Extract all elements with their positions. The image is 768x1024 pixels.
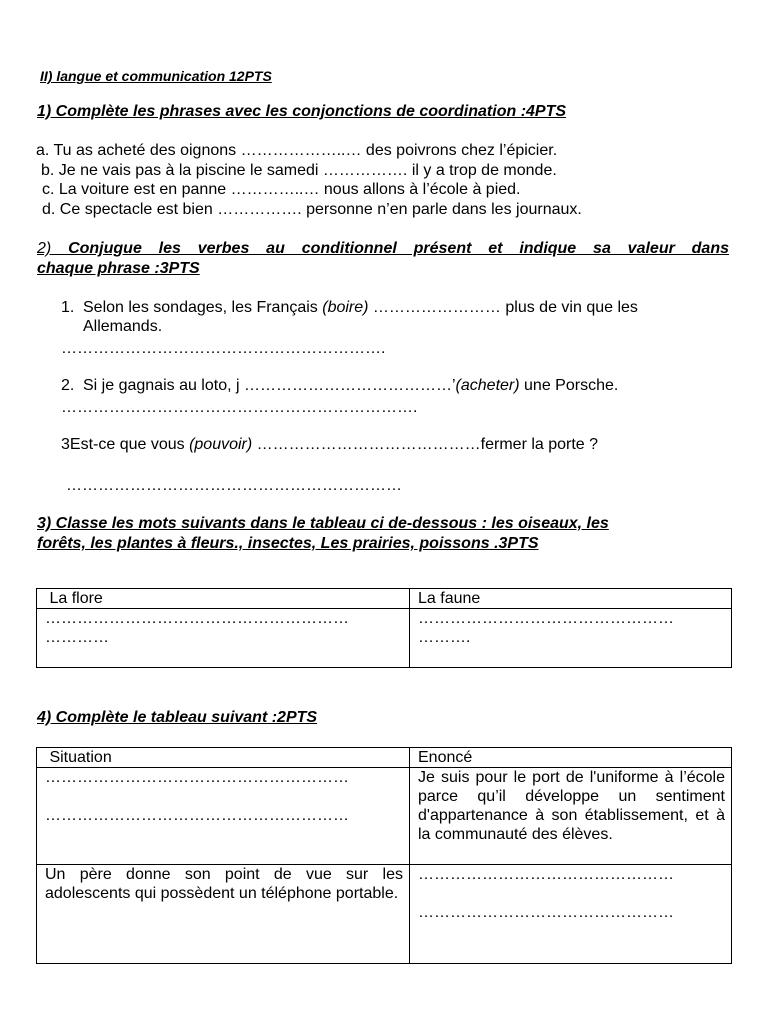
- enonce-answer-line: …………………………………………: [418, 866, 674, 883]
- faune-answer-line: …………………………………………: [418, 610, 674, 627]
- q4-title: 4) Complète le tableau suivant :2PTS: [37, 709, 318, 726]
- table-header-row: [37, 589, 732, 609]
- q2-item1-pre: Selon les sondages, les Français: [83, 299, 323, 316]
- q1-item-b: b. Je ne vais pas à la piscine le samedi ……………. il y a trop de monde.: [41, 162, 557, 179]
- q2-item1-line1: [83, 298, 638, 317]
- table-header-cell: [410, 589, 732, 609]
- q2-item2-verb: (acheter): [455, 377, 520, 394]
- q2-item3-answer: ………………………………………………………: [66, 477, 402, 494]
- q3-title-line1: 3) Classe les mots suivants dans le tableau ci de-dessous : les oiseaux, les: [37, 515, 609, 532]
- flore-header: La flore: [45, 590, 103, 607]
- table-row: [37, 768, 732, 865]
- q2-item2-number: 2.: [61, 377, 75, 394]
- q2-item1-answer: …………………………………………………….: [61, 340, 386, 357]
- faune-answer-line: ……….: [418, 629, 471, 646]
- q2-item3-line1: [61, 435, 598, 454]
- enonce-text-cell: [410, 768, 732, 865]
- q2-item1-post: …………………… plus de vin que les: [368, 299, 638, 316]
- q2-item3-post: ……………………………………fermer la porte ?: [252, 436, 599, 453]
- q2-item2-answer: ………………………………………………………….: [61, 399, 418, 416]
- enonce-text: Je suis pour le port de l'uniforme à l’école parce qu’il développe un sentiment d'appartenance à son établissement, et à la communauté des élèves.: [418, 769, 725, 843]
- q1-item-c: c. La voiture est en panne …………..… nous allons à l’école à pied.: [42, 181, 521, 198]
- flore-faune-table: [36, 588, 732, 668]
- q2-item1-line2: Allemands.: [83, 318, 163, 335]
- q2-item2-pre: Si je gagnais au loto, j …………………………………’: [83, 377, 456, 394]
- situation-answer-line: …………………………………………………: [45, 807, 349, 824]
- table-row: [37, 865, 732, 964]
- q1-item-a: a. Tu as acheté des oignons ………………..… des poivrons chez l’épicier.: [36, 142, 558, 159]
- q1-item-d: d. Ce spectacle est bien ……………. personne n’en parle dans les journaux.: [42, 201, 582, 218]
- situation-answer-line: …………………………………………………: [45, 769, 349, 786]
- table-header-cell: [410, 748, 732, 768]
- q2-item3-verb: (pouvoir): [189, 436, 253, 453]
- faune-header: La faune: [418, 590, 481, 607]
- flore-answer-line: …………………………………………………: [45, 610, 349, 627]
- table-header-cell: [37, 589, 410, 609]
- q2-item3-pre: 3Est-ce que vous: [61, 436, 190, 453]
- situation-text: Un père donne son point de vue sur les adolescents qui possèdent un téléphone portable.: [45, 866, 403, 902]
- situation-answer-cell: [37, 768, 410, 865]
- flore-answer-line: …………: [45, 629, 109, 646]
- section-header: II) langue et communication 12PTS: [40, 68, 272, 84]
- enonce-answer-line: …………………………………………: [418, 904, 674, 921]
- q2-title-line1: [37, 239, 729, 258]
- enonce-answer-cell: [410, 865, 732, 964]
- situation-header: Situation: [45, 749, 112, 766]
- q2-item1-number: 1.: [61, 299, 75, 316]
- enonce-header: Enoncé: [418, 749, 473, 766]
- q2-title-number: 2): [37, 240, 52, 257]
- q3-title-line2: forêts, les plantes à fleurs., insectes, Les prairies, poissons .3PTS: [37, 535, 539, 552]
- q2-item1-verb: (boire): [322, 299, 369, 316]
- q2-title-text: Conjugue les verbes au conditionnel présent et indique sa valeur dans: [51, 240, 729, 257]
- table-row: [37, 609, 732, 668]
- q2-item2-line1: [83, 376, 618, 395]
- table-header-row: [37, 748, 732, 768]
- q2-item2-post: une Porsche.: [519, 377, 619, 394]
- situation-enonce-table: [36, 747, 732, 964]
- faune-answer-cell: [410, 609, 732, 668]
- q1-title: 1) Complète les phrases avec les conjonctions de coordination :4PTS: [37, 103, 567, 120]
- flore-answer-cell: [37, 609, 410, 668]
- q2-title-line2: chaque phrase :3PTS: [37, 260, 200, 277]
- situation-text-cell: [37, 865, 410, 964]
- table-header-cell: [37, 748, 410, 768]
